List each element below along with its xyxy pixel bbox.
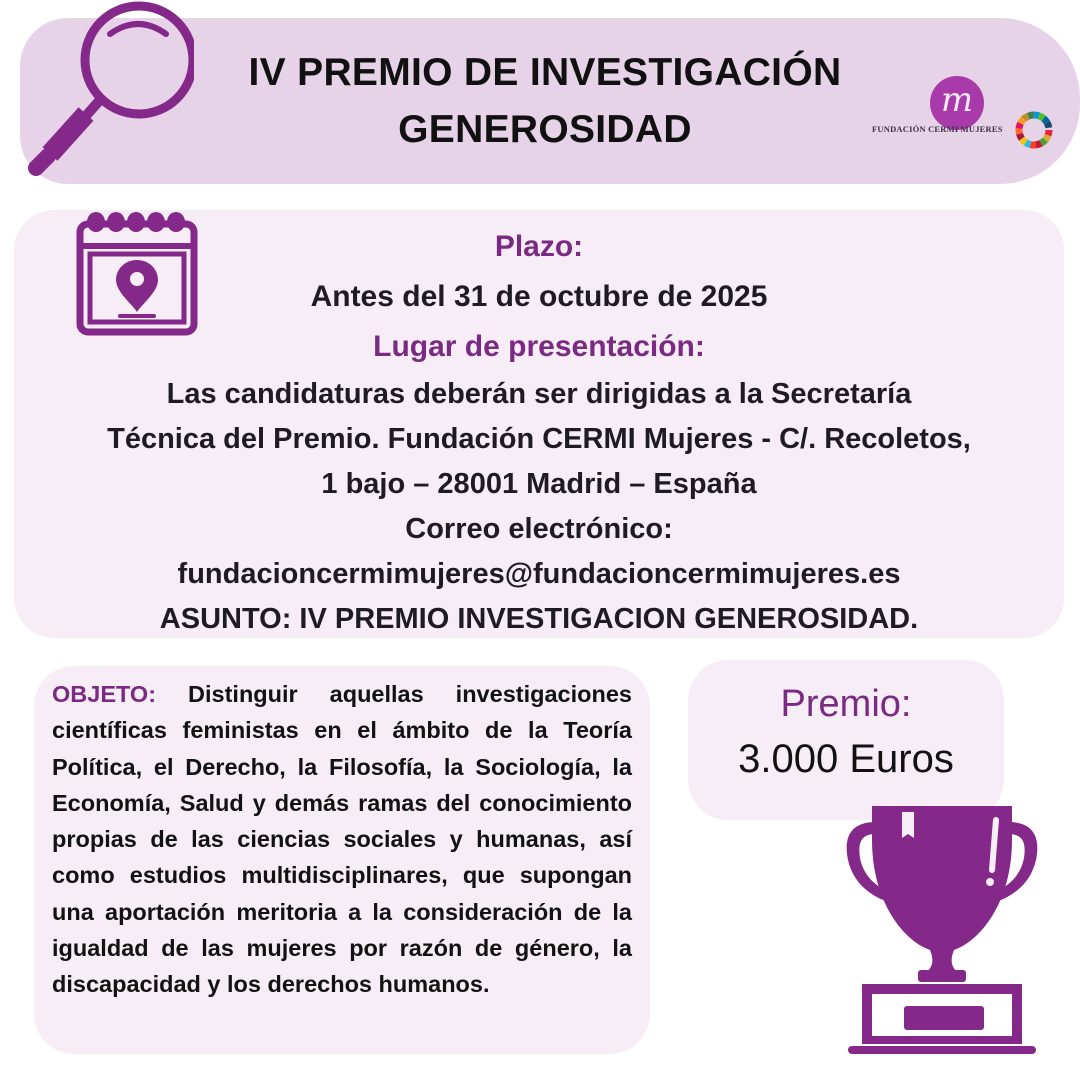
- logo-monogram: m: [930, 76, 984, 130]
- objective-label: OBJETO:: [52, 681, 157, 707]
- logo-org-name: FUNDACIÓN CERMI MUJERES: [872, 124, 1003, 134]
- objective-body: Distinguir aquellas investigaciones científicas feministas en el ámbito de la Teoría Política, el Derecho, la Filosofía, la Sociología, la Economía, Salud y demás ramas del conocimiento propias de las ciencias sociales y humanas, así como estudios multidisciplinares, que supongan una aportación meritoria a la consideración de la igualdad de las mujeres por razón de género, la discapacidad y los derechos humanos.: [52, 681, 632, 998]
- email-label: Correo electrónico:: [405, 513, 673, 545]
- deadline-label: Plazo:: [494, 230, 584, 263]
- trophy-icon: [842, 800, 1042, 1060]
- objective-text: [52, 676, 632, 1003]
- email-address[interactable]: fundacioncermimujeres@fundacioncermimujeres.es: [177, 558, 901, 590]
- prize-amount: 3.000 Euros: [738, 737, 954, 781]
- submission-info: [14, 222, 1064, 642]
- place-line-3: 1 bajo – 28001 Madrid – España: [321, 468, 757, 500]
- magnifying-glass-icon: [14, 0, 194, 178]
- title-line-2: GENEROSIDAD: [398, 108, 692, 151]
- page-title: [200, 44, 890, 158]
- sdg-wheel-icon: [1014, 110, 1054, 150]
- place-line-2: Técnica del Premio. Fundación CERMI Mujeres - C/. Recoletos,: [107, 423, 971, 455]
- fundacion-cermi-mujeres-logo: [866, 68, 1056, 158]
- prize-label: Premio:: [780, 683, 912, 725]
- title-line-1: IV PREMIO DE INVESTIGACIÓN: [248, 51, 842, 94]
- subject-line: ASUNTO: IV PREMIO INVESTIGACION GENEROSIDAD.: [159, 603, 919, 635]
- deadline-value: Antes del 31 de octubre de 2025: [310, 280, 768, 313]
- place-line-1: Las candidaturas deberán ser dirigidas a la Secretaría: [166, 378, 912, 410]
- place-label: Lugar de presentación:: [373, 330, 705, 363]
